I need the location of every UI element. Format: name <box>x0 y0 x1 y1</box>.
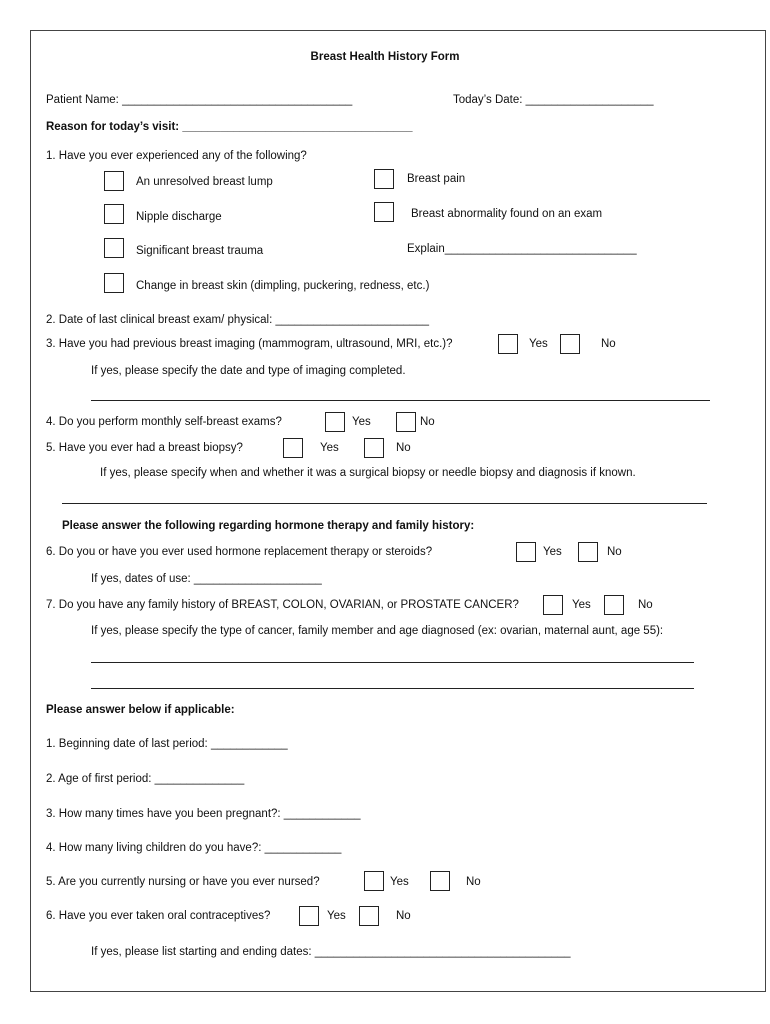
q7-yes-label: Yes <box>572 599 591 611</box>
q7-no-label: No <box>638 599 653 611</box>
q5-no-label: No <box>396 442 411 454</box>
q7-followup: If yes, please specify the type of cancer, family member and age diagnosed (ex: ovarian, maternal aunt, age 55): <box>91 625 664 637</box>
q3-yes-checkbox[interactable] <box>498 334 518 354</box>
q3-yes-label: Yes <box>529 338 548 350</box>
q2-field[interactable]: 2. Date of last clinical breast exam/ physical: ________________________ <box>46 314 429 326</box>
q7-yes-checkbox[interactable] <box>543 595 563 615</box>
q7-no-checkbox[interactable] <box>604 595 624 615</box>
q7-answer-line-1[interactable] <box>91 662 694 663</box>
a5-yes-checkbox[interactable] <box>364 871 384 891</box>
a5-text: 5. Are you currently nursing or have you ever nursed? <box>46 876 320 888</box>
label-nipple-discharge: Nipple discharge <box>136 211 222 223</box>
checkbox-nipple-discharge[interactable] <box>104 204 124 224</box>
q1-text: 1. Have you ever experienced any of the following? <box>46 150 307 162</box>
label-breast-skin-change: Change in breast skin (dimpling, puckering, redness, etc.) <box>136 280 430 292</box>
todays-date-field[interactable]: Today’s Date: ____________________ <box>453 94 654 106</box>
checkbox-breast-skin-change[interactable] <box>104 273 124 293</box>
q4-text: 4. Do you perform monthly self-breast exams? <box>46 416 282 428</box>
q5-no-checkbox[interactable] <box>364 438 384 458</box>
label-breast-lump: An unresolved breast lump <box>136 176 273 188</box>
a6-no-label: No <box>396 910 411 922</box>
q3-followup: If yes, please specify the date and type of imaging completed. <box>91 365 406 377</box>
q3-answer-line[interactable] <box>91 400 710 401</box>
a6-yes-checkbox[interactable] <box>299 906 319 926</box>
checkbox-breast-abnormality[interactable] <box>374 202 394 222</box>
section-applicable-heading: Please answer below if applicable: <box>46 704 235 716</box>
q6-yes-label: Yes <box>543 546 562 558</box>
a6-followup-field[interactable]: If yes, please list starting and ending dates: ________________________________________ <box>91 946 571 958</box>
q4-no-checkbox[interactable] <box>396 412 416 432</box>
a6-text: 6. Have you ever taken oral contraceptives? <box>46 910 271 922</box>
a4-field[interactable]: 4. How many living children do you have?: ____________ <box>46 842 342 854</box>
reason-for-visit-field[interactable]: Reason for today’s visit: ____________________________________ <box>46 121 413 133</box>
patient-name-field[interactable]: Patient Name: ____________________________________ <box>46 94 353 106</box>
q6-no-label: No <box>607 546 622 558</box>
a6-no-checkbox[interactable] <box>359 906 379 926</box>
a6-yes-label: Yes <box>327 910 346 922</box>
checkbox-breast-lump[interactable] <box>104 171 124 191</box>
label-breast-pain: Breast pain <box>407 173 466 185</box>
a5-yes-label: Yes <box>390 876 409 888</box>
checkbox-breast-trauma[interactable] <box>104 238 124 258</box>
a2-field[interactable]: 2. Age of first period: ______________ <box>46 773 245 785</box>
q6-text: 6. Do you or have you ever used hormone replacement therapy or steroids? <box>46 546 433 558</box>
q5-answer-line[interactable] <box>62 503 707 504</box>
q3-no-label: No <box>601 338 616 350</box>
a3-field[interactable]: 3. How many times have you been pregnant?: ____________ <box>46 808 361 820</box>
q5-yes-checkbox[interactable] <box>283 438 303 458</box>
a5-no-label: No <box>466 876 481 888</box>
label-breast-abnormality: Breast abnormality found on an exam <box>411 208 603 220</box>
q4-no-label: No <box>420 416 435 428</box>
label-breast-trauma: Significant breast trauma <box>136 245 264 257</box>
explain-field[interactable]: Explain______________________________ <box>407 243 637 255</box>
q6-followup-field[interactable]: If yes, dates of use: ____________________ <box>91 573 322 585</box>
checkbox-breast-pain[interactable] <box>374 169 394 189</box>
a1-field[interactable]: 1. Beginning date of last period: ____________ <box>46 738 288 750</box>
a5-no-checkbox[interactable] <box>430 871 450 891</box>
q6-no-checkbox[interactable] <box>578 542 598 562</box>
q3-text: 3. Have you had previous breast imaging (mammogram, ultrasound, MRI, etc.)? <box>46 338 453 350</box>
q3-no-checkbox[interactable] <box>560 334 580 354</box>
q7-answer-line-2[interactable] <box>91 688 694 689</box>
q5-followup: If yes, please specify when and whether it was a surgical biopsy or needle biopsy and diagnosis if known. <box>100 467 636 479</box>
q6-yes-checkbox[interactable] <box>516 542 536 562</box>
q5-text: 5. Have you ever had a breast biopsy? <box>46 442 243 454</box>
q5-yes-label: Yes <box>320 442 339 454</box>
q4-yes-checkbox[interactable] <box>325 412 345 432</box>
section-hormone-family-heading: Please answer the following regarding hormone therapy and family history: <box>62 520 475 532</box>
q4-yes-label: Yes <box>352 416 371 428</box>
form-title: Breast Health History Form <box>310 51 460 63</box>
q7-text: 7. Do you have any family history of BREAST, COLON, OVARIAN, or PROSTATE CANCER? <box>46 599 519 611</box>
